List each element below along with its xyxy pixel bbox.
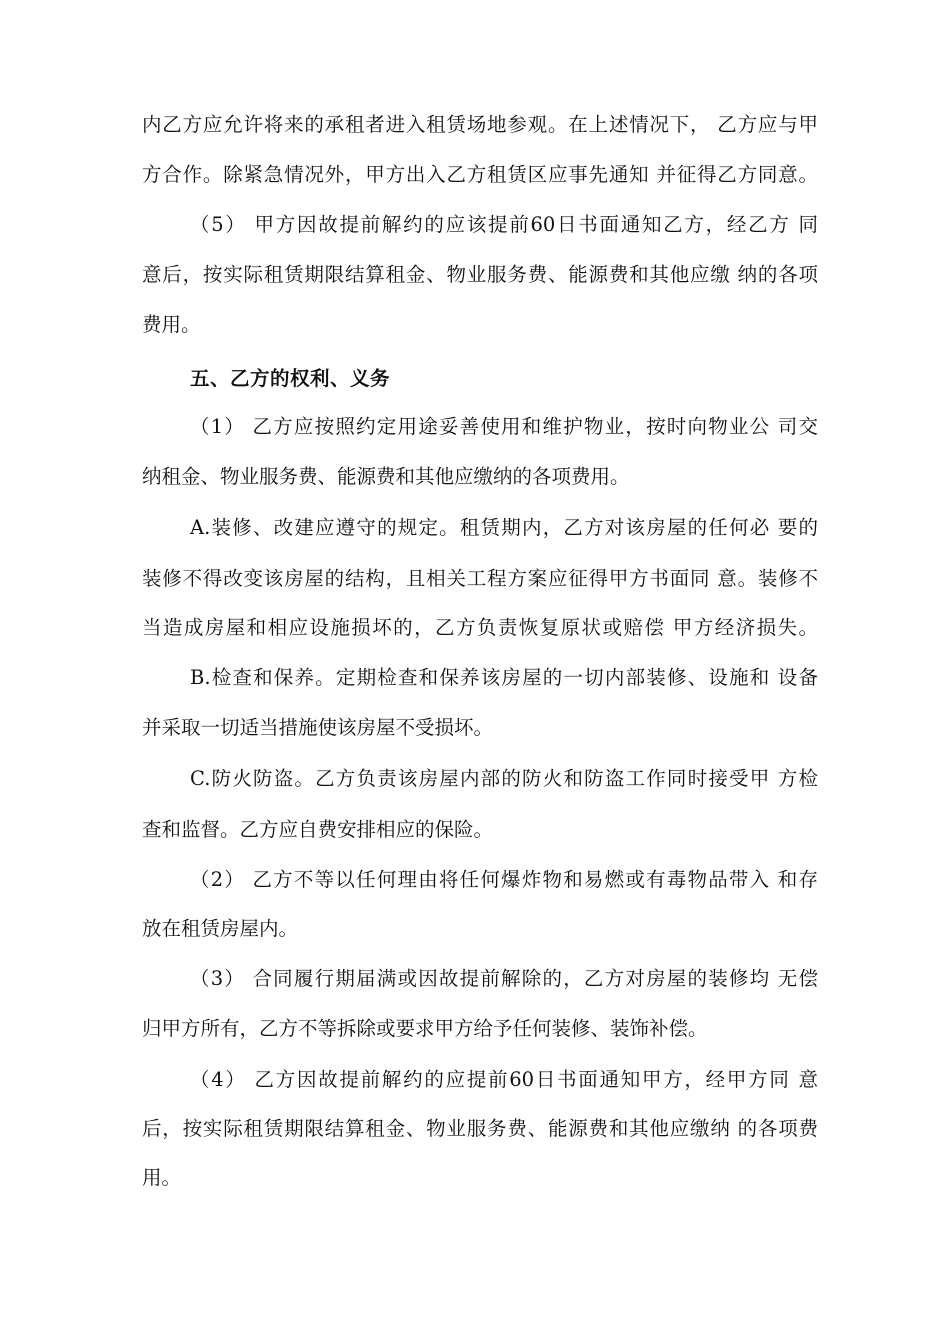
text-line: 当造成房屋和相应设施损坏的，乙方负责恢复原状或赔偿 甲方经济损失。 [142,616,818,639]
text-line: 内乙方应允许将来的承租者进入租赁场地参观。在上述情况下， 乙方应与甲 [142,113,818,136]
clause-start: （2） 乙方不等以任何理由将任何爆炸物和易燃或有毒物品带入 和存 [190,868,818,891]
text-line: 方合作。除紧急情况外，甲方出入乙方租赁区应事先通知 并征得乙方同意。 [142,163,818,186]
clause-start: C.防火防盗。乙方负责该房屋内部的防火和防盗工作同时接受甲 方检 [190,767,818,790]
text-line: 纳租金、物业服务费、能源费和其他应缴纳的各项费用。 [142,465,630,488]
clause-start: （4） 乙方因故提前解约的应提前60日书面通知甲方，经甲方同 意 [190,1068,818,1091]
text-line: 用。 [142,1166,182,1189]
text-line: 意后，按实际租赁期限结算租金、物业服务费、能源费和其他应缴 纳的各项 [142,263,818,286]
clause-start: （3） 合同履行期届满或因故提前解除的，乙方对房屋的装修均 无偿 [190,967,818,990]
text-line: 费用。 [142,313,201,336]
clause-start: （5） 甲方因故提前解约的应该提前60日书面通知乙方，经乙方 同 [190,213,818,236]
clause-start: B.检查和保养。定期检查和保养该房屋的一切内部装修、设施和 设备 [190,666,818,689]
text-line: 查和监督。乙方应自费安排相应的保险。 [142,818,494,841]
clause-start: A.装修、改建应遵守的规定。租赁期内，乙方对该房屋的任何必 要的 [190,516,818,539]
section-heading: 五、乙方的权利、义务 [190,367,391,390]
text-line: 装修不得改变该房屋的结构，且相关工程方案应征得甲方书面同 意。装修不 [142,567,818,590]
text-line: 放在租赁房屋内。 [142,917,299,940]
text-line: 归甲方所有，乙方不等拆除或要求甲方给予任何装修、装饰补偿。 [142,1017,708,1040]
text-line: 后，按实际租赁期限结算租金、物业服务费、能源费和其他应缴纳 的各项费 [142,1117,818,1140]
text-line: 并采取一切适当措施使该房屋不受损坏。 [142,716,494,739]
clause-start: （1） 乙方应按照约定用途妥善使用和维护物业，按时向物业公 司交 [190,415,818,438]
